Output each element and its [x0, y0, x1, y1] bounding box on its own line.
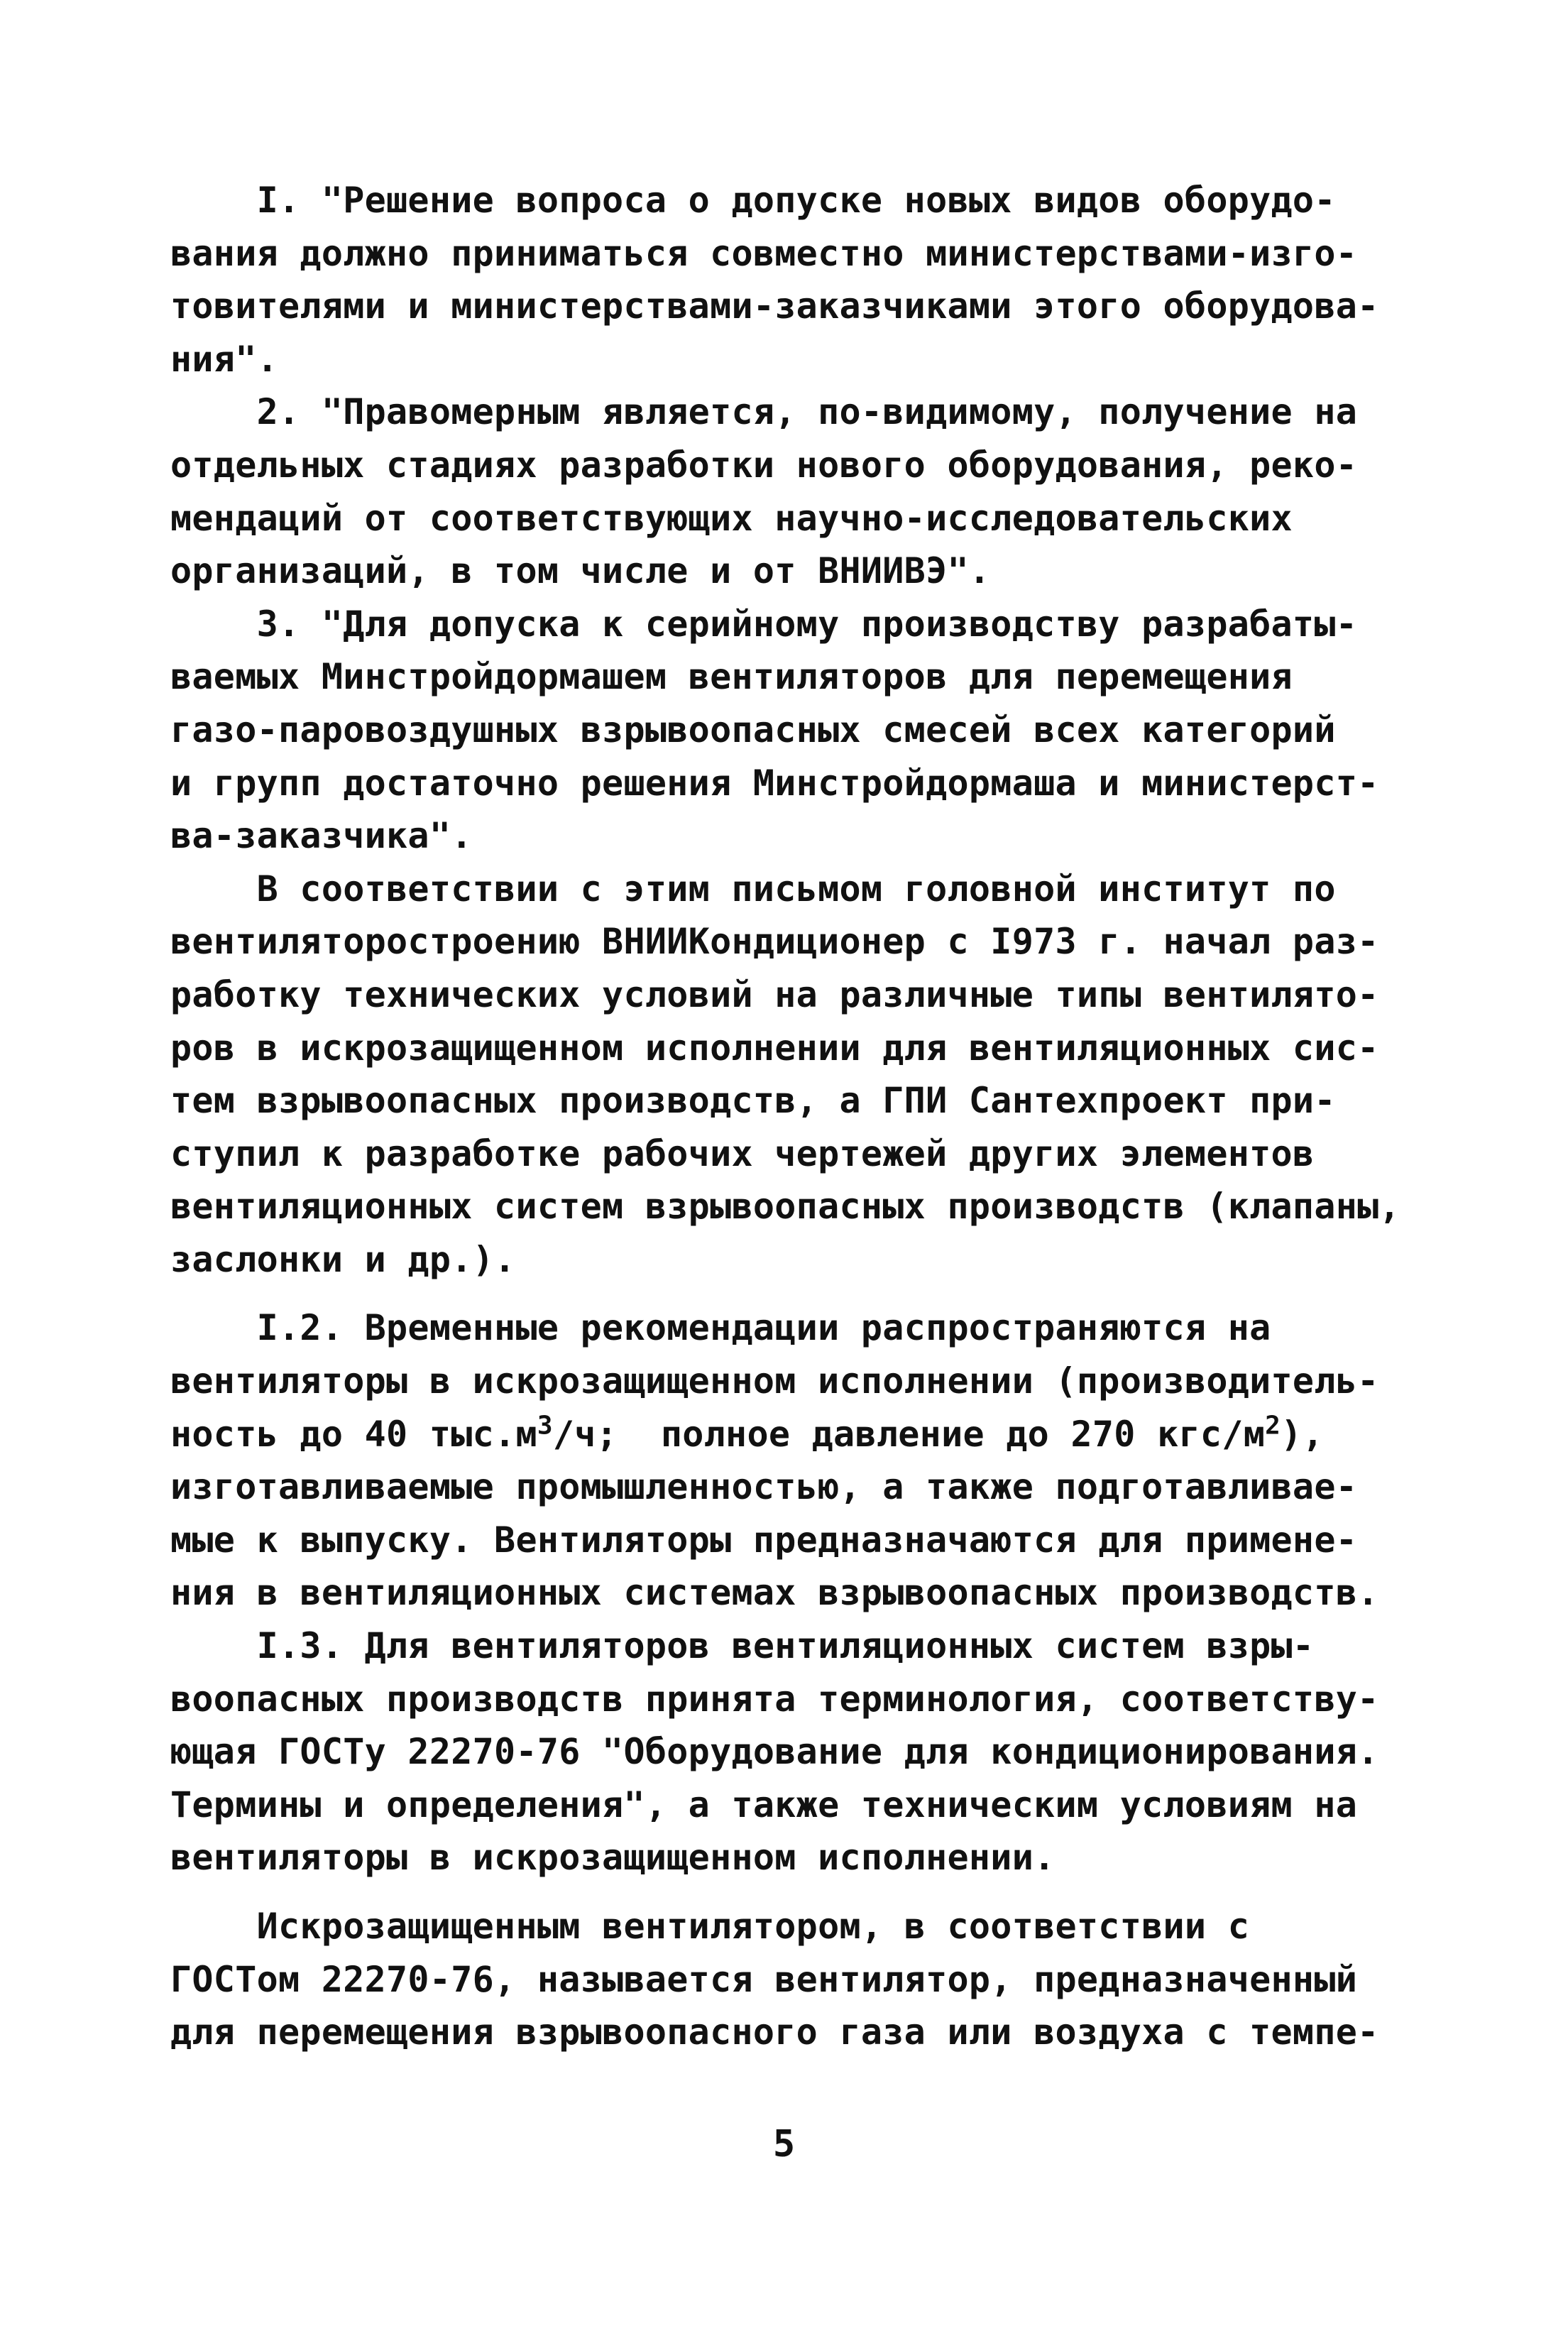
paragraph-4	[170, 863, 1448, 1287]
text-line: ваемых Минстройдормашем вентиляторов для перемещения	[170, 656, 1293, 698]
text-line: ния в вентиляционных системах взрывоопасных производств.	[170, 1572, 1379, 1614]
text-line: ГОСТом 22270-76, называется вентилятор, предназначенный	[170, 1958, 1358, 2000]
text-line: работку технических условий на различные типы вентилято-	[170, 973, 1379, 1015]
text-line: и групп достаточно решения Минстройдормаша и министерст-	[170, 762, 1379, 804]
text-line: отдельных стадиях разработки нового оборудования, реко-	[170, 444, 1358, 486]
text-line: для перемещения взрывоопасного газа или воздуха с темпе-	[170, 2011, 1379, 2053]
text-line: товителями и министерствами-заказчиками этого оборудова-	[170, 285, 1379, 327]
text-line: заслонки и др.).	[170, 1238, 516, 1280]
text-line: мендаций от соответствующих научно-исследовательских	[170, 497, 1293, 539]
text-line: вентиляторы в искрозащищенном исполнении.	[170, 1837, 1056, 1879]
text-line: вентиляционных систем взрывоопасных производств (клапаны,	[170, 1186, 1400, 1228]
text-line: вентиляторостроению ВНИИКондиционер с I973 г. начал раз-	[170, 921, 1379, 963]
superscript-2: 2	[1265, 1411, 1281, 1440]
paragraph-7	[170, 1900, 1448, 2059]
formula-line	[170, 1408, 1448, 1461]
paragraph-2	[170, 386, 1448, 597]
text-line: тем взрывоопасных производств, а ГПИ Сантехпроект при-	[170, 1080, 1336, 1122]
text-line: воопасных производств принята терминология, соответству-	[170, 1678, 1379, 1720]
text-line: I.2. Временные рекомендации распространяются на	[170, 1307, 1271, 1349]
text-line: организаций, в том числе и от ВНИИВЭ".	[170, 550, 991, 592]
text-line: изготавливаемые промышленностью, а также подготавливае-	[170, 1466, 1358, 1508]
text-line: В соответствии с этим письмом головной институт по	[170, 868, 1336, 910]
text-line: ющая ГОСТу 22270-76 "Оборудование для кондиционирования.	[170, 1731, 1379, 1773]
text-line: Термины и определения", а также техническим условиям на	[170, 1784, 1358, 1825]
page-number: 5	[772, 2123, 796, 2166]
text-line: вания должно приниматься совместно министерствами-изго-	[170, 232, 1358, 274]
superscript-3: 3	[537, 1411, 553, 1440]
paragraph-section-1-3	[170, 1620, 1448, 1884]
formula-text-2: /ч; полное давление до 270 кгс/м	[552, 1413, 1266, 1455]
paragraph-1	[170, 174, 1448, 386]
formula-text-3: ),	[1281, 1413, 1324, 1455]
text-line: ступил к разработке рабочих чертежей других элементов	[170, 1132, 1315, 1174]
text-line: 2. "Правомерным является, по-видимому, получение на	[170, 391, 1358, 433]
text-line: вентиляторы в искрозащищенном исполнении (производитель-	[170, 1360, 1379, 1402]
formula-text-1: ность до 40 тыс.м	[170, 1413, 537, 1455]
text-line: ров в искрозащищенном исполнении для вентиляционных сис-	[170, 1027, 1379, 1069]
text-line: ния".	[170, 338, 279, 380]
text-line: газо-паровоздушных взрывоопасных смесей всех категорий	[170, 709, 1336, 750]
section-gap	[170, 1286, 1448, 1301]
section-gap	[170, 1884, 1448, 1900]
text-line: ва-заказчика".	[170, 815, 473, 857]
text-line: I. "Решение вопроса о допуске новых видов оборудо-	[170, 180, 1336, 221]
paragraph-3	[170, 598, 1448, 863]
paragraph-section-1-2	[170, 1301, 1448, 1620]
text-line: мые к выпуску. Вентиляторы предназначаются для примене-	[170, 1519, 1358, 1561]
body-text	[170, 174, 1448, 2059]
text-line: Искрозащищенным вентилятором, в соответствии с	[170, 1906, 1250, 1947]
text-line: 3. "Для допуска к серийному производству разрабаты-	[170, 603, 1358, 645]
text-line: I.3. Для вентиляторов вентиляционных систем взры-	[170, 1625, 1315, 1667]
